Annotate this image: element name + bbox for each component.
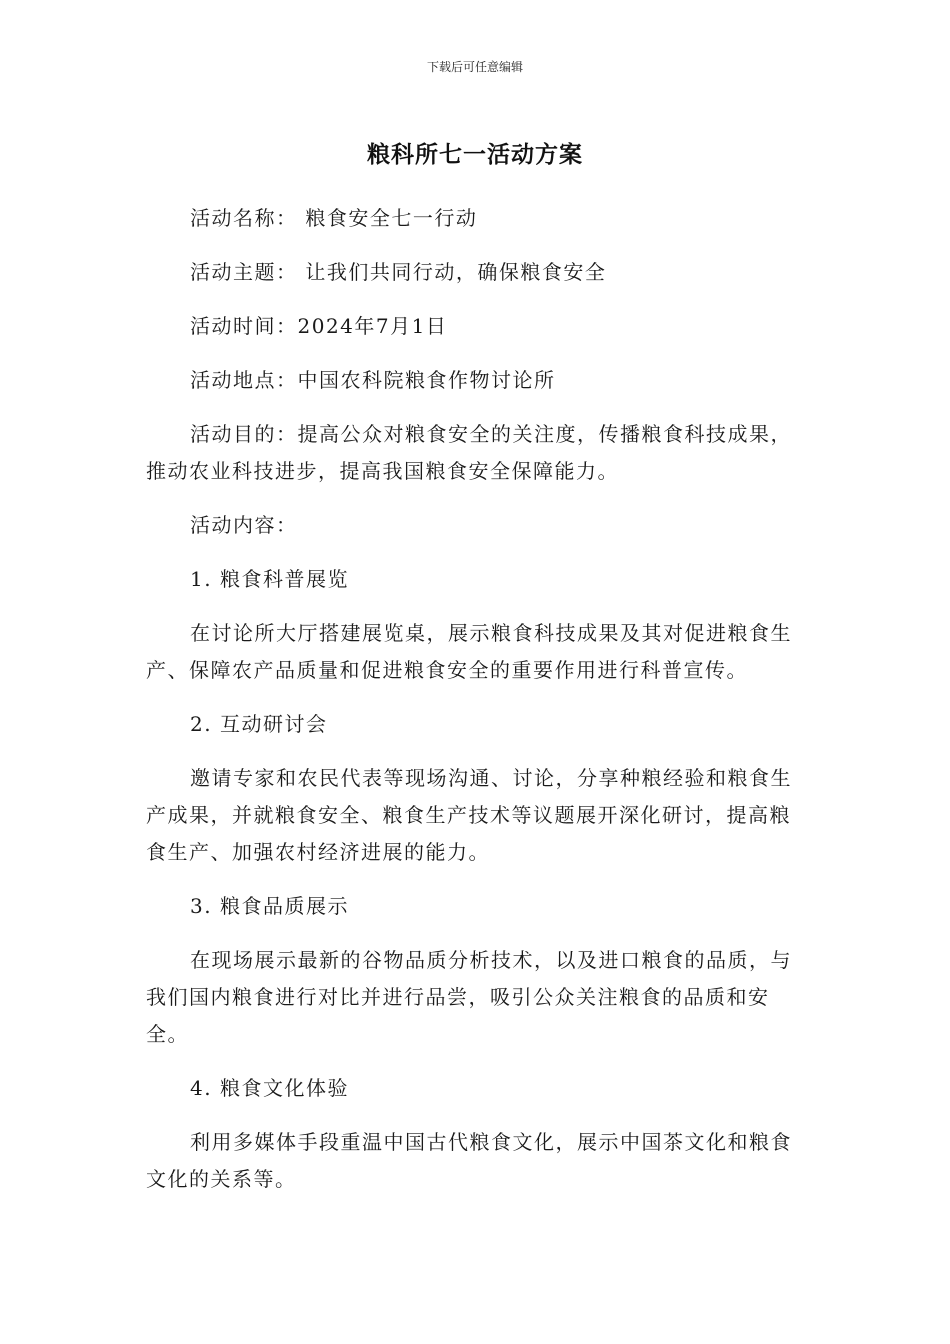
section-3-heading: 3. 粮食品质展示 [190,894,349,918]
header-note: 下载后可任意编辑 [426,60,523,74]
section-1-text: 在讨论所大厅搭建展览桌，展示粮食科技成果及其对促进粮食生产、保障农产品质量和促进粮食安全的重要作用进行科普宣传。 [146,621,792,682]
activity-location: 活动地点：中国农科院粮食作物讨论所 [190,368,556,392]
document-title: 粮科所七一活动方案 [367,142,583,168]
section-2-text: 邀请专家和农民代表等现场沟通、讨论，分享种粮经验和粮食生产成果，并就粮食安全、粮食生产技术等议题展开深化研讨，提高粮食生产、加强农村经济进展的能力。 [146,766,792,864]
section-4-text: 利用多媒体手段重温中国古代粮食文化，展示中国茶文化和粮食文化的关系等。 [146,1130,792,1191]
document-body [146,200,806,1215]
activity-purpose: 活动目的：提高公众对粮食安全的关注度，传播粮食科技成果，推动农业科技进步，提高我国粮食安全保障能力。 [146,422,792,483]
section-3-text: 在现场展示最新的谷物品质分析技术，以及进口粮食的品质，与我们国内粮食进行对比并进行品尝，吸引公众关注粮食的品质和安全。 [146,948,792,1046]
activity-theme: 活动主题： 让我们共同行动，确保粮食安全 [190,260,607,284]
activity-content-heading: 活动内容： [190,513,298,537]
section-4-heading: 4. 粮食文化体验 [190,1076,349,1100]
activity-name: 活动名称： 粮食安全七一行动 [190,206,478,230]
section-2-heading: 2. 互动研讨会 [190,712,328,736]
section-1-heading: 1. 粮食科普展览 [190,567,349,591]
activity-time: 活动时间：2024年7月1日 [190,314,448,338]
